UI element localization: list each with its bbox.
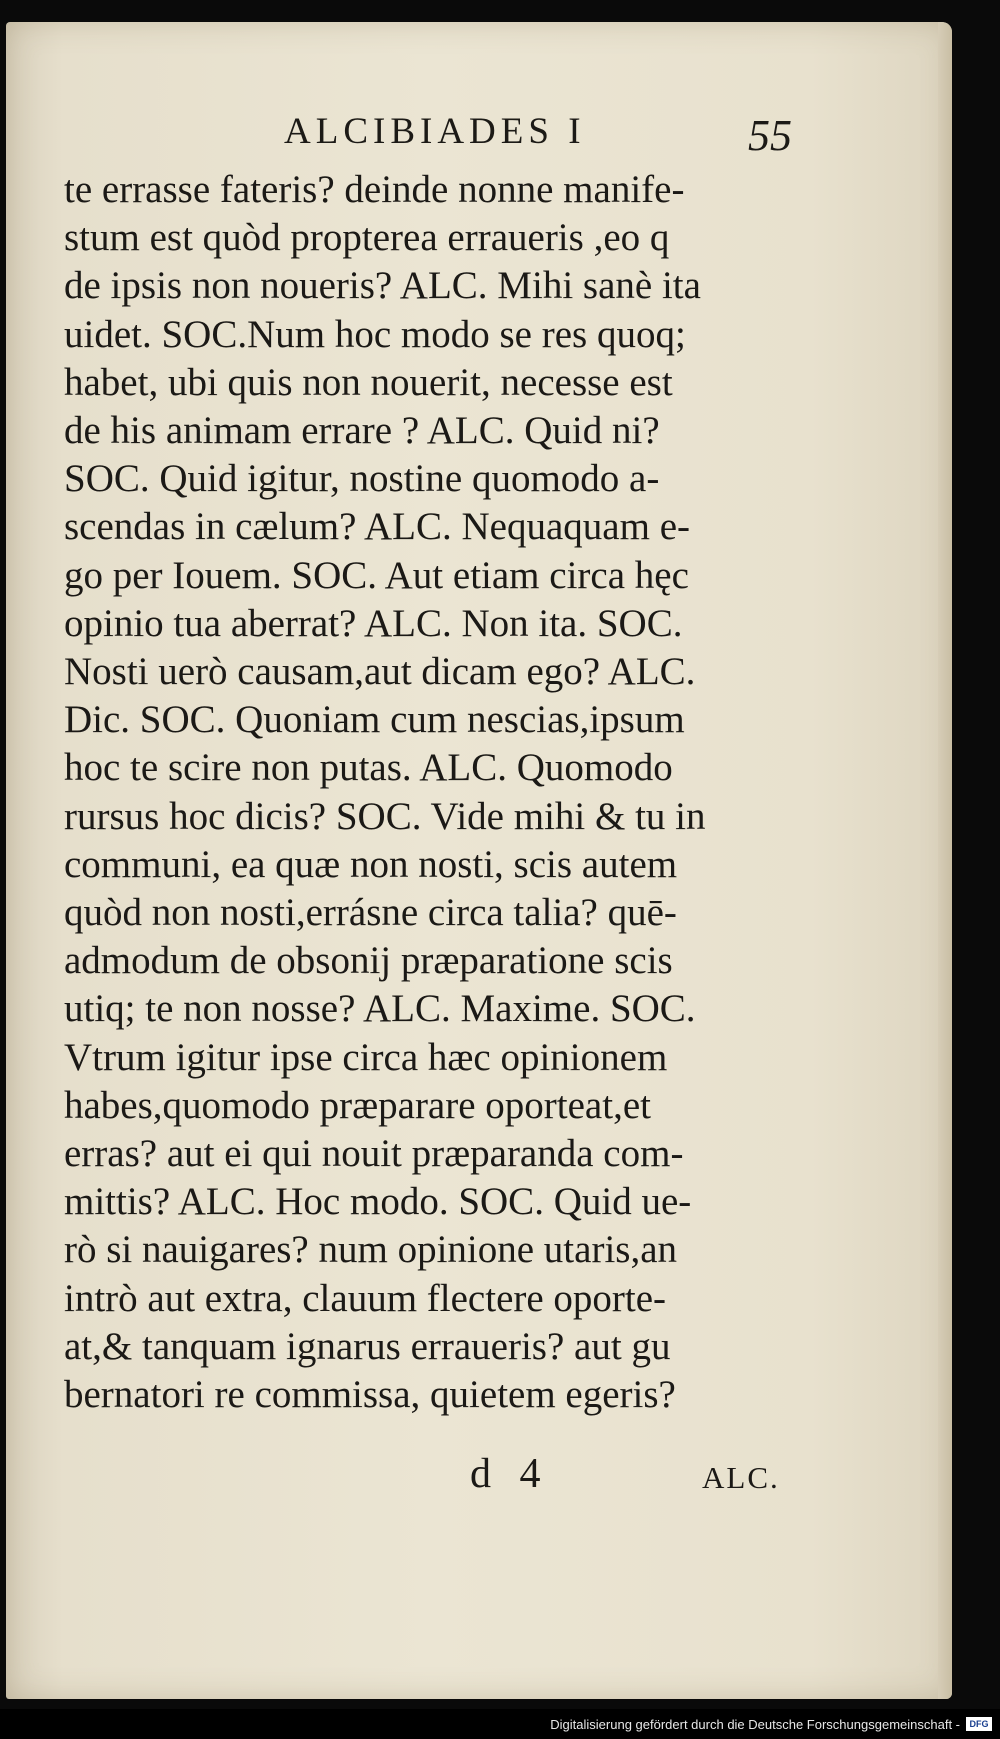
text-line: mittis? ALC. Hoc modo. SOC. Quid ue- xyxy=(64,1180,692,1224)
text-line: te errasse fateris? deinde nonne manife- xyxy=(64,168,685,211)
text-line: admodum de obsonij præparatione scis xyxy=(64,939,673,983)
text-line: uidet. SOC.Num hoc modo se res quoq; xyxy=(64,312,686,356)
text-line: rò si nauigares? num opinione utaris,an xyxy=(64,1228,678,1272)
text-line: intrò aut extra, clauum flectere oporte- xyxy=(64,1276,667,1320)
dfg-logo-icon: DFG xyxy=(966,1717,992,1731)
page-edge xyxy=(938,22,952,1699)
text-line: communi, ea quæ non nosti, scis autem xyxy=(64,842,678,886)
footer-credit: Digitalisierung gefördert durch die Deutsche Forschungsgemeinschaft - xyxy=(550,1717,960,1732)
text-line: at,& tanquam ignarus erraueris? aut gu xyxy=(64,1324,671,1368)
text-line: Dic. SOC. Quoniam cum nescias,ipsum xyxy=(64,698,685,742)
catchword: ALC. xyxy=(702,1460,780,1495)
text-line: de ipsis non noueris? ALC. Mihi sanè ita xyxy=(64,264,701,308)
text-line: erras? aut ei qui nouit præparanda com- xyxy=(64,1132,684,1176)
signature-mark: d 4 xyxy=(470,1451,541,1497)
text-line: Nosti uerò causam,aut dicam ego? ALC. xyxy=(64,650,696,694)
text-line: go per Iouem. SOC. Aut etiam circa hęc xyxy=(64,553,689,597)
text-line: rursus hoc dicis? SOC. Vide mihi & tu in xyxy=(64,794,706,838)
text-line: utiq; te non nosse? ALC. Maxime. SOC. xyxy=(64,987,696,1031)
text-line: stum est quòd propterea erraueris ,eo q xyxy=(64,216,670,260)
running-head: ALCIBIADES I xyxy=(284,111,586,152)
text-line: habes,quomodo præparare oporteat,et xyxy=(64,1083,651,1127)
text-line: hoc te scire non putas. ALC. Quomodo xyxy=(64,746,673,790)
text-line: bernatori re commissa, quietem egeris? xyxy=(64,1373,676,1417)
text-line: Vtrum igitur ipse circa hæc opinionem xyxy=(64,1035,668,1079)
text-line: de his animam errare ? ALC. Quid ni? xyxy=(64,409,660,453)
text-line: SOC. Quid igitur, nostine quomodo a- xyxy=(64,457,660,501)
text-line: opinio tua aberrat? ALC. Non ita. SOC. xyxy=(64,601,683,645)
text-line: scendas in cælum? ALC. Nequaquam e- xyxy=(64,505,690,549)
text-block xyxy=(64,166,804,1419)
footer-bar xyxy=(0,1709,1000,1739)
page-number: 55 xyxy=(748,111,792,160)
text-line: quòd non nosti,errásne circa talia? quē- xyxy=(64,891,677,935)
text-line: habet, ubi quis non nouerit, necesse est xyxy=(64,360,673,404)
